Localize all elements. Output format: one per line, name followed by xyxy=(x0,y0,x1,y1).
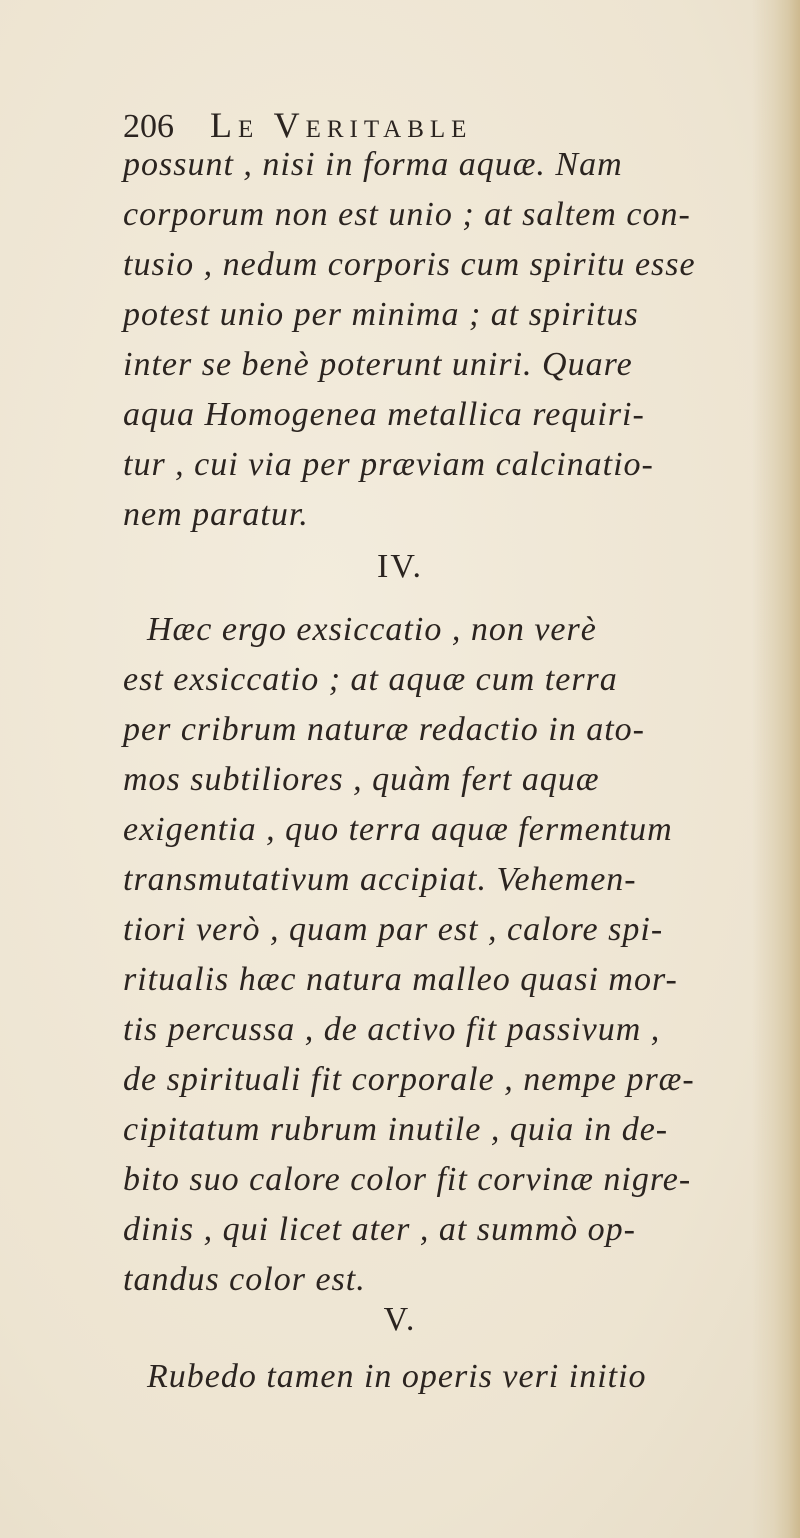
text-line: Hæc ergo exsiccatio , non verè xyxy=(147,611,597,648)
text-line: tusio , nedum corporis cum spiritu esse xyxy=(123,246,696,283)
text-line: tiori verò , quam par est , calore spi- xyxy=(123,911,664,948)
paragraph-1 xyxy=(123,140,696,540)
text-line: nem paratur. xyxy=(123,496,309,533)
text-line: tandus color est. xyxy=(123,1261,366,1298)
text-line: Rubedo tamen in operis veri initio xyxy=(147,1358,647,1395)
text-line: bito suo calore color fit corvinæ nigre- xyxy=(123,1161,692,1198)
text-line: inter se benè poterunt uniri. Quare xyxy=(123,346,633,383)
text-line: cipitatum rubrum inutile , quia in de- xyxy=(123,1111,669,1148)
paragraph-2 xyxy=(123,605,695,1305)
text-line: est exsiccatio ; at aquæ cum terra xyxy=(123,661,618,698)
text-line: corporum non est unio ; at saltem con- xyxy=(123,196,691,233)
text-line: de spirituali fit corporale , nempe præ- xyxy=(123,1061,695,1098)
text-line: tis percussa , de activo fit passivum , xyxy=(123,1011,661,1048)
text-line: potest unio per minima ; at spiritus xyxy=(123,296,639,333)
text-line: exigentia , quo terra aquæ fermentum xyxy=(123,811,673,848)
text-line: tur , cui via per præviam calcinatio- xyxy=(123,446,654,483)
running-title: Le Veritable xyxy=(210,105,473,145)
text-line: aqua Homogenea metallica requiri- xyxy=(123,396,645,433)
text-line: dinis , qui licet ater , at summò op- xyxy=(123,1211,636,1248)
section-heading-v: V. xyxy=(383,1301,417,1338)
text-line: possunt , nisi in forma aquæ. Nam xyxy=(123,146,623,183)
text-line: mos subtiliores , quàm fert aquæ xyxy=(123,761,600,798)
text-line: transmutativum accipiat. Vehemen- xyxy=(123,861,637,898)
paragraph-3 xyxy=(123,1352,683,1402)
text-line: per cribrum naturæ redactio in ato- xyxy=(123,711,645,748)
section-heading-iv: IV. xyxy=(377,548,423,585)
page-number: 206 xyxy=(123,108,174,145)
text-line: ritualis hæc natura malleo quasi mor- xyxy=(123,961,678,998)
